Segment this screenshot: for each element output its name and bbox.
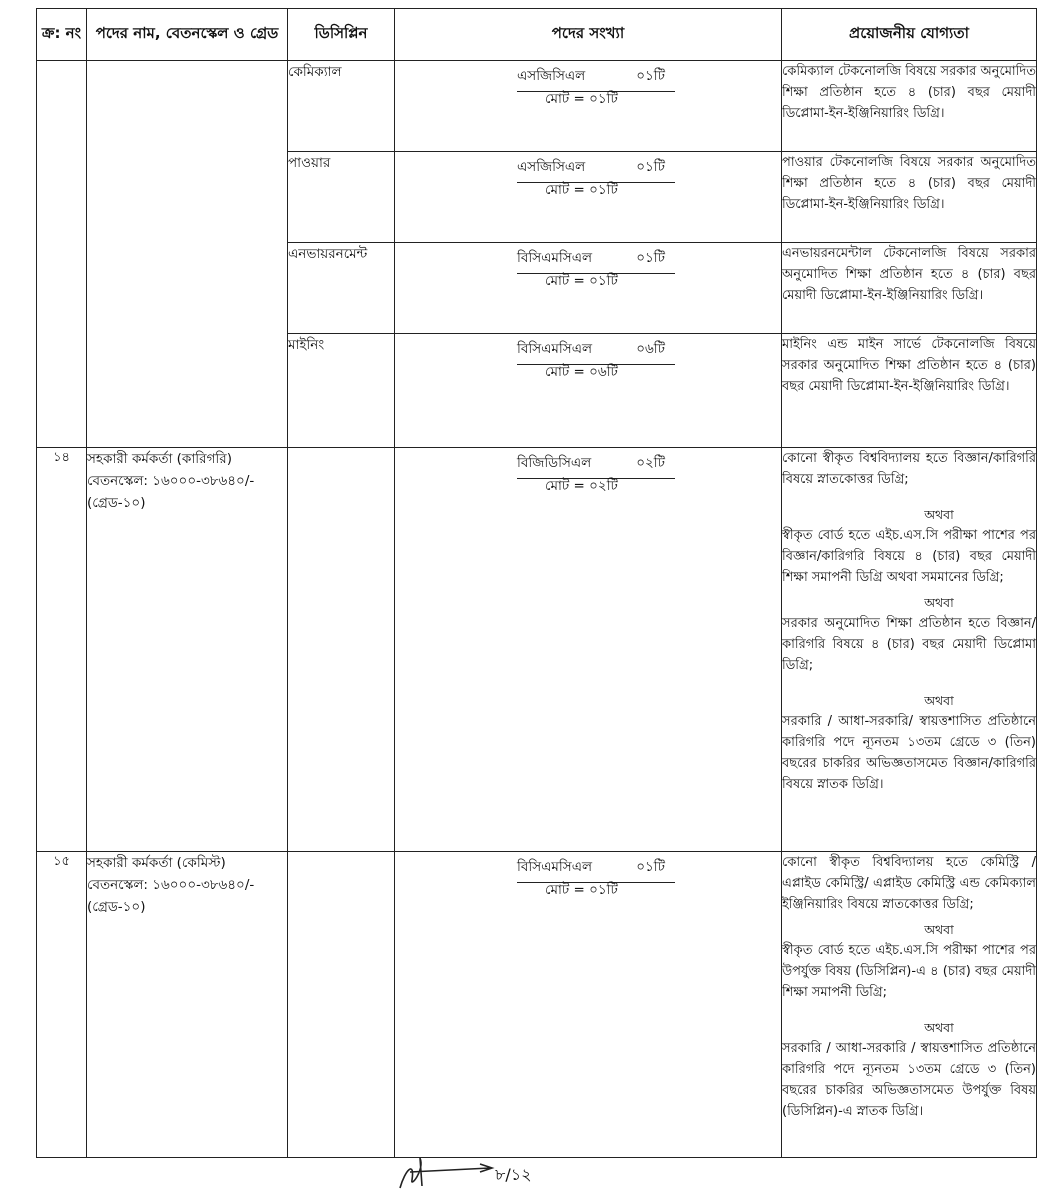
grade: (গ্রেড-১০): [87, 899, 146, 915]
header-row: [37, 9, 1037, 61]
total-count: মোট = ০১টি: [545, 182, 618, 198]
posts-cell: [395, 852, 782, 1158]
post-cell: [87, 61, 288, 448]
qualification-cell: [782, 448, 1037, 852]
serial-cell: ১৫: [37, 852, 87, 1158]
discipline-cell: [288, 448, 395, 852]
posts-cell: [395, 334, 782, 448]
or-label: অথবা: [924, 1020, 954, 1035]
post-cell: [87, 852, 288, 1158]
total-count: মোট = ০১টি: [545, 273, 618, 289]
company-name: বিজিডিসিএল: [517, 455, 592, 471]
company-name: এসজিসিএল: [517, 159, 586, 175]
qualification-option: স্বীকৃত বোর্ড হতে এইচ.এস.সি পরীক্ষা পাশের পর উপর্যুক্ত বিষয় (ডিসিপ্লিন)-এ ৪ (চার) বছর মেয়াদী শিক্ষা সমাপনী ডিগ্রি;: [782, 943, 1036, 1000]
discipline-cell: পাওয়ার: [288, 152, 395, 243]
header-post: পদের নাম, বেতনস্কেল ও গ্রেড: [87, 9, 288, 61]
post-cell: [87, 448, 288, 852]
post-title: সহকারী কর্মকর্তা (কারিগরি): [87, 451, 232, 467]
total-count: মোট = ০১টি: [545, 91, 618, 107]
qualification-option: কোনো স্বীকৃত বিশ্ববিদ্যালয় হতে বিজ্ঞান/কারিগরি বিষয়ে স্নাতকোত্তর ডিগ্রি;: [782, 451, 1036, 487]
qualification-cell: [782, 852, 1037, 1158]
qualification-option: স্বীকৃত বোর্ড হতে এইচ.এস.সি পরীক্ষা পাশের পর বিজ্ঞান/কারিগরি বিষয়ে ৪ (চার) বছর মেয়াদী শিক্ষা সমাপনী ডিগ্রি অথবা সমমানের ডিগ্রি;: [782, 528, 1036, 585]
post-count: ০৬টি: [636, 341, 665, 357]
discipline-cell: কেমিক্যাল: [288, 61, 395, 152]
company-name: বিসিএমসিএল: [517, 341, 593, 357]
serial-cell: ১৪: [37, 448, 87, 852]
qualification-cell: পাওয়ার টেকনোলজি বিষয়ে সরকার অনুমোদিত শিক্ষা প্রতিষ্ঠান হতে ৪ (চার) বছর মেয়াদী ডিপ্লোমা-ইন-ইঞ্জিনিয়ারিং ডিগ্রি।: [782, 152, 1037, 243]
post-title: সহকারী কর্মকর্তা (কেমিস্ট): [87, 855, 226, 871]
total-count: মোট = ০৬টি: [545, 364, 618, 380]
post-count: ০১টি: [636, 159, 665, 175]
company-name: বিসিএমসিএল: [517, 859, 593, 875]
or-label: অথবা: [924, 507, 954, 522]
qualification-option: সরকার অনুমোদিত শিক্ষা প্রতিষ্ঠান হতে বিজ্ঞান/কারিগরি বিষয়ে ৪ (চার) বছর মেয়াদী ডিপ্লোমা ডিগ্রি;: [782, 616, 1036, 673]
pay-scale: বেতনস্কেল: ১৬০০০-৩৮৬৪০/-: [87, 473, 255, 489]
discipline-cell: এনভায়রনমেন্ট: [288, 243, 395, 334]
posts-cell: [395, 448, 782, 852]
post-count: ০১টি: [636, 68, 665, 84]
signature: [380, 1150, 500, 1190]
qualification-option: সরকারি / আধা-সরকারি/ স্বায়ত্তশাসিত প্রতিষ্ঠানে কারিগরি পদে ন্যূনতম ১৩তম গ্রেডে ৩ (তিন) বছরের চাকরির অভিজ্ঞতাসমেত বিজ্ঞান/কারিগরি বিষয়ে স্নাতক ডিগ্রি।: [782, 714, 1036, 792]
discipline-cell: [288, 852, 395, 1158]
post-count: ০১টি: [636, 250, 665, 266]
posts-cell: [395, 243, 782, 334]
pay-scale: বেতনস্কেল: ১৬০০০-৩৮৬৪০/-: [87, 877, 255, 893]
qualification-cell: এনভায়রনমেন্টাল টেকনোলজি বিষয়ে সরকার অনুমোদিত শিক্ষা প্রতিষ্ঠান হতে ৪ (চার) বছর মেয়াদী ডিপ্লোমা-ইন-ইঞ্জিনিয়ারিং ডিগ্রি।: [782, 243, 1037, 334]
qualification-option: সরকারি / আধা-সরকারি / স্বায়ত্তশাসিত প্রতিষ্ঠানে কারিগরি পদে ন্যূনতম ১৩তম গ্রেডে ৩ (তিন) বছরের চাকরির অভিজ্ঞতাসমেত উপর্যুক্ত বিষয় (ডিসিপ্লিন)-এ স্নাতক ডিগ্রি।: [782, 1041, 1036, 1119]
table-row: [37, 852, 1037, 1158]
table-row: [37, 61, 1037, 152]
posts-cell: [395, 61, 782, 152]
qualification-option: কোনো স্বীকৃত বিশ্ববিদ্যালয় হতে কেমিস্ট্রি / এপ্লাইড কেমিস্ট্রি/ এপ্লাইড কেমিস্ট্রি এন্ড কেমিক্যাল ইঞ্জিনিয়ারিং বিষয়ে স্নাতকোত্তর ডিগ্রি;: [782, 855, 1036, 912]
header-posts-count: পদের সংখ্যা: [395, 9, 782, 61]
page-number: ৮/১২: [495, 1165, 532, 1184]
recruitment-table: [36, 8, 1037, 1158]
header-discipline: ডিসিপ্লিন: [288, 9, 395, 61]
qualification-cell: মাইনিং এন্ড মাইন সার্ভে টেকনোলজি বিষয়ে সরকার অনুমোদিত শিক্ষা প্রতিষ্ঠান হতে ৪ (চার) বছর মেয়াদী ডিপ্লোমা-ইন-ইঞ্জিনিয়ারিং ডিগ্রি।: [782, 334, 1037, 448]
or-label: অথবা: [924, 693, 954, 708]
serial-cell: [37, 61, 87, 448]
or-label: অথবা: [924, 922, 954, 937]
header-serial: ক্র: নং: [37, 9, 87, 61]
post-count: ০২টি: [636, 455, 665, 471]
discipline-cell: মাইনিং: [288, 334, 395, 448]
table-row: [37, 448, 1037, 852]
total-count: মোট = ০২টি: [545, 478, 618, 494]
qualification-cell: কেমিক্যাল টেকনোলজি বিষয়ে সরকার অনুমোদিত শিক্ষা প্রতিষ্ঠান হতে ৪ (চার) বছর মেয়াদী ডিপ্লোমা-ইন-ইঞ্জিনিয়ারিং ডিগ্রি।: [782, 61, 1037, 152]
grade: (গ্রেড-১০): [87, 495, 146, 511]
company-name: বিসিএমসিএল: [517, 250, 593, 266]
total-count: মোট = ০১টি: [545, 882, 618, 898]
or-label: অথবা: [924, 595, 954, 610]
company-name: এসজিসিএল: [517, 68, 586, 84]
post-count: ০১টি: [636, 859, 665, 875]
header-qualification: প্রয়োজনীয় যোগ্যতা: [782, 9, 1037, 61]
posts-cell: [395, 152, 782, 243]
